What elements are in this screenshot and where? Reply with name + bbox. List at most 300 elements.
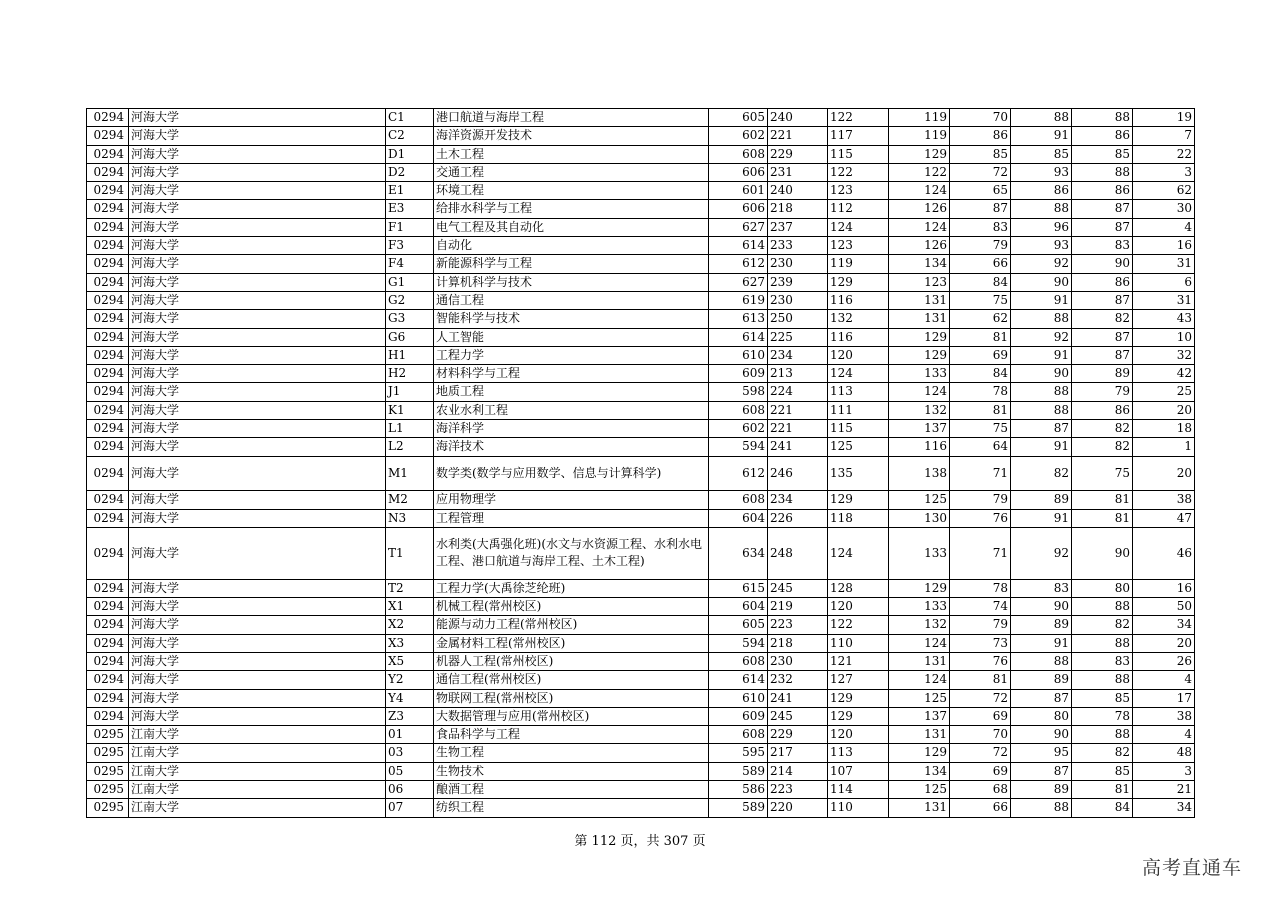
table-row <box>87 509 1195 527</box>
total-score-cell: 608 <box>709 652 768 670</box>
school-code-cell: 0294 <box>87 652 129 670</box>
total-score-cell: 609 <box>709 707 768 725</box>
total-score-cell: 614 <box>709 671 768 689</box>
score-2-cell: 246 <box>768 456 828 491</box>
school-name-cell: 河海大学 <box>129 456 386 491</box>
score-6-cell: 88 <box>1011 109 1072 127</box>
score-7-cell: 80 <box>1072 579 1133 597</box>
score-7-cell: 85 <box>1072 689 1133 707</box>
score-4-cell: 124 <box>889 671 950 689</box>
score-3-cell: 127 <box>828 671 889 689</box>
score-4-cell: 137 <box>889 707 950 725</box>
watermark: 高考直通车 <box>1142 857 1243 879</box>
major-name-cell: 能源与动力工程(常州校区) <box>434 616 709 634</box>
total-score-cell: 627 <box>709 273 768 291</box>
score-7-cell: 75 <box>1072 456 1133 491</box>
score-3-cell: 128 <box>828 579 889 597</box>
score-6-cell: 88 <box>1011 652 1072 670</box>
score-7-cell: 87 <box>1072 291 1133 309</box>
enrollment-count-cell: 47 <box>1133 509 1195 527</box>
score-6-cell: 91 <box>1011 634 1072 652</box>
school-name-cell: 河海大学 <box>129 182 386 200</box>
total-score-cell: 594 <box>709 634 768 652</box>
score-5-cell: 78 <box>950 579 1011 597</box>
table-row <box>87 652 1195 670</box>
score-7-cell: 85 <box>1072 145 1133 163</box>
table-row <box>87 346 1195 364</box>
school-code-cell: 0294 <box>87 579 129 597</box>
school-name-cell: 河海大学 <box>129 509 386 527</box>
school-code-cell: 0294 <box>87 707 129 725</box>
enrollment-count-cell: 4 <box>1133 671 1195 689</box>
score-5-cell: 81 <box>950 671 1011 689</box>
enrollment-count-cell: 17 <box>1133 689 1195 707</box>
score-7-cell: 87 <box>1072 328 1133 346</box>
major-name-cell: 应用物理学 <box>434 491 709 509</box>
enrollment-count-cell: 31 <box>1133 255 1195 273</box>
school-name-cell: 江南大学 <box>129 726 386 744</box>
table-row <box>87 762 1195 780</box>
score-7-cell: 86 <box>1072 127 1133 145</box>
score-2-cell: 231 <box>768 163 828 181</box>
total-score-cell: 604 <box>709 509 768 527</box>
table-row <box>87 273 1195 291</box>
major-name-cell: 酿酒工程 <box>434 780 709 798</box>
score-7-cell: 81 <box>1072 509 1133 527</box>
major-code-cell: C1 <box>386 109 434 127</box>
table-row <box>87 726 1195 744</box>
total-score-cell: 609 <box>709 365 768 383</box>
major-name-cell: 通信工程 <box>434 291 709 309</box>
major-name-cell: 大数据管理与应用(常州校区) <box>434 707 709 725</box>
table-row <box>87 438 1195 456</box>
score-3-cell: 115 <box>828 420 889 438</box>
school-code-cell: 0294 <box>87 634 129 652</box>
major-name-cell: 海洋科学 <box>434 420 709 438</box>
major-code-cell: M2 <box>386 491 434 509</box>
major-name-cell: 生物技术 <box>434 762 709 780</box>
score-3-cell: 123 <box>828 182 889 200</box>
score-7-cell: 82 <box>1072 744 1133 762</box>
score-4-cell: 124 <box>889 182 950 200</box>
score-2-cell: 241 <box>768 438 828 456</box>
score-5-cell: 71 <box>950 527 1011 579</box>
major-code-cell: G6 <box>386 328 434 346</box>
score-4-cell: 131 <box>889 310 950 328</box>
school-name-cell: 河海大学 <box>129 707 386 725</box>
total-score-cell: 589 <box>709 762 768 780</box>
score-7-cell: 88 <box>1072 598 1133 616</box>
score-6-cell: 92 <box>1011 328 1072 346</box>
table-row <box>87 127 1195 145</box>
total-score-cell: 614 <box>709 328 768 346</box>
score-4-cell: 131 <box>889 799 950 817</box>
school-code-cell: 0294 <box>87 145 129 163</box>
score-7-cell: 83 <box>1072 652 1133 670</box>
enrollment-count-cell: 4 <box>1133 218 1195 236</box>
score-7-cell: 89 <box>1072 365 1133 383</box>
score-7-cell: 86 <box>1072 401 1133 419</box>
score-7-cell: 82 <box>1072 310 1133 328</box>
score-6-cell: 91 <box>1011 346 1072 364</box>
table-row <box>87 671 1195 689</box>
score-3-cell: 115 <box>828 145 889 163</box>
score-6-cell: 85 <box>1011 145 1072 163</box>
score-3-cell: 116 <box>828 328 889 346</box>
score-4-cell: 130 <box>889 509 950 527</box>
school-code-cell: 0294 <box>87 420 129 438</box>
major-code-cell: T1 <box>386 527 434 579</box>
score-6-cell: 87 <box>1011 762 1072 780</box>
total-score-cell: 604 <box>709 598 768 616</box>
score-7-cell: 82 <box>1072 438 1133 456</box>
enrollment-count-cell: 62 <box>1133 182 1195 200</box>
score-2-cell: 223 <box>768 780 828 798</box>
school-name-cell: 河海大学 <box>129 438 386 456</box>
score-6-cell: 89 <box>1011 671 1072 689</box>
score-2-cell: 239 <box>768 273 828 291</box>
table-row <box>87 145 1195 163</box>
score-3-cell: 110 <box>828 799 889 817</box>
enrollment-count-cell: 43 <box>1133 310 1195 328</box>
table-row <box>87 328 1195 346</box>
total-score-cell: 601 <box>709 182 768 200</box>
score-3-cell: 135 <box>828 456 889 491</box>
major-name-cell: 环境工程 <box>434 182 709 200</box>
major-name-cell: 电气工程及其自动化 <box>434 218 709 236</box>
score-3-cell: 129 <box>828 491 889 509</box>
school-code-cell: 0295 <box>87 726 129 744</box>
table-row <box>87 365 1195 383</box>
major-code-cell: Y2 <box>386 671 434 689</box>
major-code-cell: L2 <box>386 438 434 456</box>
major-name-cell: 土木工程 <box>434 145 709 163</box>
score-6-cell: 80 <box>1011 707 1072 725</box>
score-4-cell: 119 <box>889 109 950 127</box>
major-name-cell: 数学类(数学与应用数学、信息与计算科学) <box>434 456 709 491</box>
score-7-cell: 88 <box>1072 634 1133 652</box>
score-3-cell: 123 <box>828 237 889 255</box>
score-3-cell: 114 <box>828 780 889 798</box>
score-2-cell: 234 <box>768 491 828 509</box>
score-2-cell: 217 <box>768 744 828 762</box>
school-name-cell: 河海大学 <box>129 127 386 145</box>
enrollment-count-cell: 34 <box>1133 616 1195 634</box>
table-row <box>87 420 1195 438</box>
table-row <box>87 527 1195 579</box>
major-name-cell: 给排水科学与工程 <box>434 200 709 218</box>
score-4-cell: 129 <box>889 579 950 597</box>
score-5-cell: 76 <box>950 509 1011 527</box>
table-row <box>87 598 1195 616</box>
score-2-cell: 240 <box>768 182 828 200</box>
score-4-cell: 133 <box>889 598 950 616</box>
table-row <box>87 780 1195 798</box>
score-7-cell: 86 <box>1072 182 1133 200</box>
school-name-cell: 河海大学 <box>129 145 386 163</box>
total-score-cell: 595 <box>709 744 768 762</box>
major-name-cell: 食品科学与工程 <box>434 726 709 744</box>
school-code-cell: 0295 <box>87 744 129 762</box>
score-6-cell: 88 <box>1011 401 1072 419</box>
score-2-cell: 241 <box>768 689 828 707</box>
score-5-cell: 87 <box>950 200 1011 218</box>
total-score-cell: 586 <box>709 780 768 798</box>
school-code-cell: 0294 <box>87 509 129 527</box>
major-name-cell: 海洋技术 <box>434 438 709 456</box>
school-name-cell: 河海大学 <box>129 527 386 579</box>
total-score-cell: 619 <box>709 291 768 309</box>
score-2-cell: 240 <box>768 109 828 127</box>
score-2-cell: 230 <box>768 652 828 670</box>
score-6-cell: 92 <box>1011 527 1072 579</box>
total-score-cell: 612 <box>709 456 768 491</box>
enrollment-count-cell: 21 <box>1133 780 1195 798</box>
major-code-cell: 03 <box>386 744 434 762</box>
score-6-cell: 87 <box>1011 420 1072 438</box>
school-code-cell: 0294 <box>87 218 129 236</box>
score-7-cell: 82 <box>1072 420 1133 438</box>
school-name-cell: 河海大学 <box>129 328 386 346</box>
enrollment-count-cell: 19 <box>1133 109 1195 127</box>
score-4-cell: 132 <box>889 401 950 419</box>
score-5-cell: 66 <box>950 255 1011 273</box>
enrollment-count-cell: 26 <box>1133 652 1195 670</box>
score-5-cell: 81 <box>950 328 1011 346</box>
enrollment-count-cell: 38 <box>1133 491 1195 509</box>
score-3-cell: 117 <box>828 127 889 145</box>
score-5-cell: 62 <box>950 310 1011 328</box>
page-footer: 第 112 页，共 307 页 <box>574 834 706 849</box>
table-row <box>87 491 1195 509</box>
score-4-cell: 124 <box>889 218 950 236</box>
enrollment-count-cell: 20 <box>1133 456 1195 491</box>
score-6-cell: 90 <box>1011 273 1072 291</box>
score-3-cell: 132 <box>828 310 889 328</box>
table-row <box>87 579 1195 597</box>
score-5-cell: 78 <box>950 383 1011 401</box>
score-2-cell: 234 <box>768 346 828 364</box>
major-code-cell: X1 <box>386 598 434 616</box>
major-name-cell: 材料科学与工程 <box>434 365 709 383</box>
enrollment-count-cell: 18 <box>1133 420 1195 438</box>
score-3-cell: 113 <box>828 744 889 762</box>
school-name-cell: 河海大学 <box>129 420 386 438</box>
score-7-cell: 90 <box>1072 255 1133 273</box>
table-row <box>87 218 1195 236</box>
score-4-cell: 131 <box>889 652 950 670</box>
table-row <box>87 634 1195 652</box>
school-name-cell: 河海大学 <box>129 200 386 218</box>
school-name-cell: 河海大学 <box>129 109 386 127</box>
score-5-cell: 69 <box>950 762 1011 780</box>
score-4-cell: 134 <box>889 255 950 273</box>
score-6-cell: 93 <box>1011 237 1072 255</box>
major-name-cell: 物联网工程(常州校区) <box>434 689 709 707</box>
school-code-cell: 0294 <box>87 291 129 309</box>
score-6-cell: 89 <box>1011 616 1072 634</box>
major-code-cell: C2 <box>386 127 434 145</box>
major-code-cell: T2 <box>386 579 434 597</box>
score-4-cell: 124 <box>889 383 950 401</box>
major-name-cell: 交通工程 <box>434 163 709 181</box>
score-2-cell: 221 <box>768 127 828 145</box>
score-4-cell: 123 <box>889 273 950 291</box>
major-code-cell: J1 <box>386 383 434 401</box>
score-3-cell: 107 <box>828 762 889 780</box>
score-6-cell: 88 <box>1011 310 1072 328</box>
major-name-cell: 自动化 <box>434 237 709 255</box>
enrollment-count-cell: 16 <box>1133 237 1195 255</box>
score-6-cell: 83 <box>1011 579 1072 597</box>
enrollment-count-cell: 22 <box>1133 145 1195 163</box>
school-name-cell: 江南大学 <box>129 762 386 780</box>
score-7-cell: 85 <box>1072 762 1133 780</box>
score-2-cell: 223 <box>768 616 828 634</box>
enrollment-count-cell: 38 <box>1133 707 1195 725</box>
school-code-cell: 0294 <box>87 109 129 127</box>
score-5-cell: 69 <box>950 346 1011 364</box>
score-2-cell: 219 <box>768 598 828 616</box>
score-6-cell: 88 <box>1011 799 1072 817</box>
major-code-cell: L1 <box>386 420 434 438</box>
total-score-cell: 608 <box>709 401 768 419</box>
school-code-cell: 0295 <box>87 780 129 798</box>
school-name-cell: 河海大学 <box>129 401 386 419</box>
major-name-cell: 港口航道与海岸工程 <box>434 109 709 127</box>
score-5-cell: 69 <box>950 707 1011 725</box>
school-name-cell: 河海大学 <box>129 163 386 181</box>
table-row <box>87 109 1195 127</box>
major-code-cell: F1 <box>386 218 434 236</box>
enrollment-count-cell: 3 <box>1133 163 1195 181</box>
enrollment-count-cell: 32 <box>1133 346 1195 364</box>
score-7-cell: 87 <box>1072 346 1133 364</box>
score-2-cell: 221 <box>768 401 828 419</box>
score-7-cell: 86 <box>1072 273 1133 291</box>
school-name-cell: 江南大学 <box>129 799 386 817</box>
school-code-cell: 0294 <box>87 346 129 364</box>
score-3-cell: 121 <box>828 652 889 670</box>
score-5-cell: 72 <box>950 163 1011 181</box>
total-score-cell: 608 <box>709 491 768 509</box>
score-3-cell: 124 <box>828 527 889 579</box>
school-code-cell: 0294 <box>87 127 129 145</box>
score-3-cell: 124 <box>828 218 889 236</box>
school-name-cell: 河海大学 <box>129 218 386 236</box>
score-5-cell: 66 <box>950 799 1011 817</box>
score-4-cell: 131 <box>889 291 950 309</box>
table-row <box>87 744 1195 762</box>
score-4-cell: 132 <box>889 616 950 634</box>
score-5-cell: 75 <box>950 420 1011 438</box>
score-3-cell: 112 <box>828 200 889 218</box>
score-3-cell: 125 <box>828 438 889 456</box>
score-5-cell: 70 <box>950 726 1011 744</box>
score-3-cell: 118 <box>828 509 889 527</box>
major-name-cell: 机械工程(常州校区) <box>434 598 709 616</box>
score-2-cell: 248 <box>768 527 828 579</box>
table-body <box>87 109 1195 818</box>
major-code-cell: M1 <box>386 456 434 491</box>
total-score-cell: 606 <box>709 163 768 181</box>
major-code-cell: F3 <box>386 237 434 255</box>
major-name-cell: 生物工程 <box>434 744 709 762</box>
table-row <box>87 616 1195 634</box>
enrollment-count-cell: 7 <box>1133 127 1195 145</box>
score-6-cell: 88 <box>1011 200 1072 218</box>
total-score-cell: 610 <box>709 346 768 364</box>
score-7-cell: 81 <box>1072 780 1133 798</box>
score-6-cell: 96 <box>1011 218 1072 236</box>
school-name-cell: 河海大学 <box>129 383 386 401</box>
school-code-cell: 0294 <box>87 689 129 707</box>
school-code-cell: 0294 <box>87 255 129 273</box>
score-3-cell: 119 <box>828 255 889 273</box>
score-4-cell: 125 <box>889 780 950 798</box>
major-name-cell: 人工智能 <box>434 328 709 346</box>
enrollment-count-cell: 4 <box>1133 726 1195 744</box>
score-7-cell: 88 <box>1072 671 1133 689</box>
score-2-cell: 220 <box>768 799 828 817</box>
school-code-cell: 0294 <box>87 456 129 491</box>
score-6-cell: 91 <box>1011 127 1072 145</box>
score-5-cell: 85 <box>950 145 1011 163</box>
major-code-cell: D2 <box>386 163 434 181</box>
score-5-cell: 73 <box>950 634 1011 652</box>
score-2-cell: 218 <box>768 634 828 652</box>
school-code-cell: 0294 <box>87 671 129 689</box>
score-3-cell: 122 <box>828 109 889 127</box>
school-code-cell: 0294 <box>87 310 129 328</box>
table-row <box>87 383 1195 401</box>
score-5-cell: 79 <box>950 237 1011 255</box>
score-3-cell: 110 <box>828 634 889 652</box>
score-table <box>86 108 1195 818</box>
enrollment-count-cell: 34 <box>1133 799 1195 817</box>
major-name-cell: 智能科学与技术 <box>434 310 709 328</box>
table-row <box>87 310 1195 328</box>
school-name-cell: 河海大学 <box>129 365 386 383</box>
major-code-cell: 07 <box>386 799 434 817</box>
total-score-cell: 627 <box>709 218 768 236</box>
total-score-cell: 612 <box>709 255 768 273</box>
score-4-cell: 116 <box>889 438 950 456</box>
enrollment-count-cell: 48 <box>1133 744 1195 762</box>
score-4-cell: 131 <box>889 726 950 744</box>
major-code-cell: G3 <box>386 310 434 328</box>
score-6-cell: 91 <box>1011 438 1072 456</box>
score-7-cell: 83 <box>1072 237 1133 255</box>
score-4-cell: 124 <box>889 634 950 652</box>
score-5-cell: 71 <box>950 456 1011 491</box>
school-code-cell: 0294 <box>87 328 129 346</box>
major-code-cell: G2 <box>386 291 434 309</box>
school-name-cell: 河海大学 <box>129 291 386 309</box>
score-2-cell: 237 <box>768 218 828 236</box>
major-name-cell: 计算机科学与技术 <box>434 273 709 291</box>
score-5-cell: 81 <box>950 401 1011 419</box>
major-name-cell: 工程管理 <box>434 509 709 527</box>
score-7-cell: 84 <box>1072 799 1133 817</box>
score-5-cell: 72 <box>950 689 1011 707</box>
score-4-cell: 125 <box>889 491 950 509</box>
table-row <box>87 182 1195 200</box>
score-6-cell: 88 <box>1011 383 1072 401</box>
score-3-cell: 120 <box>828 598 889 616</box>
enrollment-count-cell: 1 <box>1133 438 1195 456</box>
major-name-cell: 新能源科学与工程 <box>434 255 709 273</box>
